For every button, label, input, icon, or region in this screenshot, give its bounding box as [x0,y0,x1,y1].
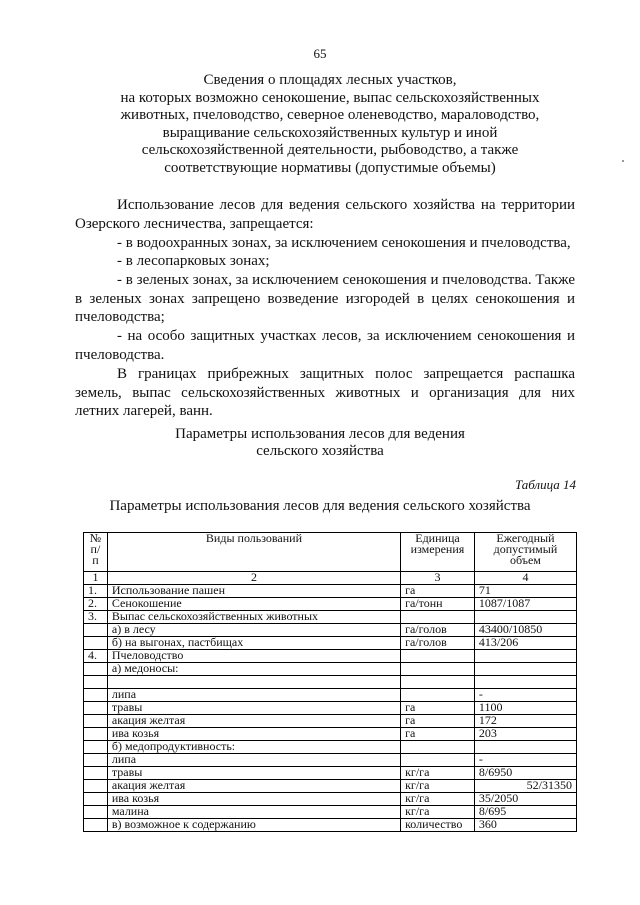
row-type: б) на выгонах, пастбищах [107,637,400,650]
row-type: Пчеловодство [107,650,400,663]
row-unit: га [401,702,475,715]
row-volume [474,611,576,624]
section-title [100,426,540,460]
table-row [84,598,577,611]
row-volume: 35/2050 [474,793,576,806]
row-unit: га [401,728,475,741]
table-row [84,715,577,728]
row-number [84,741,108,754]
table-row [84,767,577,780]
row-type: травы [107,702,400,715]
column-number-row [84,572,577,585]
row-unit [401,611,475,624]
column-number: 4 [474,572,576,585]
row-number [84,728,108,741]
row-unit: кг/га [401,767,475,780]
row-volume: 172 [474,715,576,728]
row-volume [474,663,576,676]
row-unit: кг/га [401,806,475,819]
row-volume: 360 [474,819,576,832]
heading-line: Сведения о площадях лесных участков, [203,72,457,88]
table-row [84,780,577,793]
paragraph-intro: Использование лесов для ведения сельского хозяйства на территории Озерского лесничества, запрещается: [75,197,575,232]
row-unit: га/голов [401,624,475,637]
row-number [84,702,108,715]
header-volume: Ежегодный допустимый объем [474,533,576,572]
column-number: 2 [107,572,400,585]
row-unit [401,650,475,663]
row-type: липа [107,689,400,702]
row-unit: га [401,715,475,728]
row-number [84,689,108,702]
row-unit [401,689,475,702]
row-type: б) медопродуктивность: [107,741,400,754]
row-volume [474,650,576,663]
row-type: ива козья [107,793,400,806]
row-type: акация желтая [107,715,400,728]
table-label: Таблица 14 [514,477,576,492]
row-type: Использование пашен [107,585,400,598]
row-volume: 43400/10850 [474,624,576,637]
row-number: 3. [84,611,108,624]
paragraph-restriction: В границах прибрежных защитных полос запрещается распашка земель, выпас сельскохозяйственных животных и организация для них летних лагерей, ванн. [75,366,575,420]
paragraph-item: - в водоохранных зонах, за исключением сенокошения и пчеловодства, [117,235,571,251]
header-number: № п/п [84,533,108,572]
row-volume: 203 [474,728,576,741]
table-row [84,754,577,767]
row-number [84,767,108,780]
heading-line: выращивание сельскохозяйственных культур и иной [162,124,498,141]
row-type [107,676,400,689]
page-number: 65 [313,46,327,61]
section-title-line: сельского хозяйства [256,443,384,459]
header-type: Виды пользований [107,533,400,572]
heading-line: на которых возможно сенокошение, выпас сельскохозяйственных [120,89,540,106]
row-unit: кг/га [401,793,475,806]
row-unit: га/голов [401,637,475,650]
row-volume: 413/206 [474,637,576,650]
table-row [84,676,577,689]
table-row [84,741,577,754]
table-row [84,585,577,598]
heading-line: сельскохозяйственной деятельности, рыбоводство, а также [141,142,519,158]
table-row [84,793,577,806]
row-unit [401,663,475,676]
row-unit [401,676,475,689]
table-row [84,637,577,650]
row-volume: - [474,689,576,702]
table-header-row [84,533,577,572]
row-unit: количество [401,819,475,832]
row-type: а) медоносы: [107,663,400,676]
row-number [84,676,108,689]
row-type: травы [107,767,400,780]
row-number [84,637,108,650]
table-row [84,806,577,819]
row-volume [474,676,576,689]
table-row [84,819,577,832]
paragraph-item: - в лесопарковых зонах; [117,253,270,269]
section-title-line: Параметры использования лесов для ведения [175,426,465,442]
row-number [84,715,108,728]
row-type: в) возможное к содержанию [107,819,400,832]
row-unit: га [401,585,475,598]
paragraph-item: - в зеленых зонах, за исключением сенокошения и пчеловодства. Также в зеленых зонах запрещено возведение изгородей в целях сенокошения и пчеловодства; [75,272,575,326]
row-type: а) в лесу [107,624,400,637]
table-row [84,728,577,741]
row-volume: 71 [474,585,576,598]
column-number: 1 [84,572,108,585]
parameters-table [83,532,577,832]
table-row [84,689,577,702]
row-unit: га/тонн [401,598,475,611]
row-type: Выпас сельскохозяйственных животных [107,611,400,624]
row-number [84,780,108,793]
heading-line: соответствующие нормативы (допустимые объемы) [164,159,496,176]
row-number [84,819,108,832]
row-type: липа [107,754,400,767]
column-number: 3 [401,572,475,585]
paragraph-item: - на особо защитных участках лесов, за исключением сенокошения и пчеловодства. [75,328,575,363]
row-unit: кг/га [401,780,475,793]
table-row [84,702,577,715]
row-number: 4. [84,650,108,663]
table-row [84,663,577,676]
row-number [84,806,108,819]
row-type: ива козья [107,728,400,741]
row-number [84,624,108,637]
row-type: Сенокошение [107,598,400,611]
row-volume [474,741,576,754]
row-unit [401,754,475,767]
table-row [84,650,577,663]
row-volume: 52/31350 [474,780,576,793]
row-number [84,663,108,676]
row-volume: 1100 [474,702,576,715]
row-number [84,793,108,806]
row-volume: - [474,754,576,767]
row-number: 2. [84,598,108,611]
row-volume: 8/6950 [474,767,576,780]
row-type: акация желтая [107,780,400,793]
row-number [84,754,108,767]
table-title: Параметры использования лесов для ведения сельского хозяйства [109,498,531,514]
document-heading [60,72,600,177]
heading-line: животных, пчеловодство, северное оленеводство, мараловодство, [120,107,540,123]
table-row [84,611,577,624]
table-row [84,624,577,637]
row-type: малина [107,806,400,819]
row-number: 1. [84,585,108,598]
row-unit [401,741,475,754]
header-unit: Единица измерения [401,533,475,572]
scan-speck [622,160,624,162]
row-volume: 1087/1087 [474,598,576,611]
row-volume: 8/695 [474,806,576,819]
